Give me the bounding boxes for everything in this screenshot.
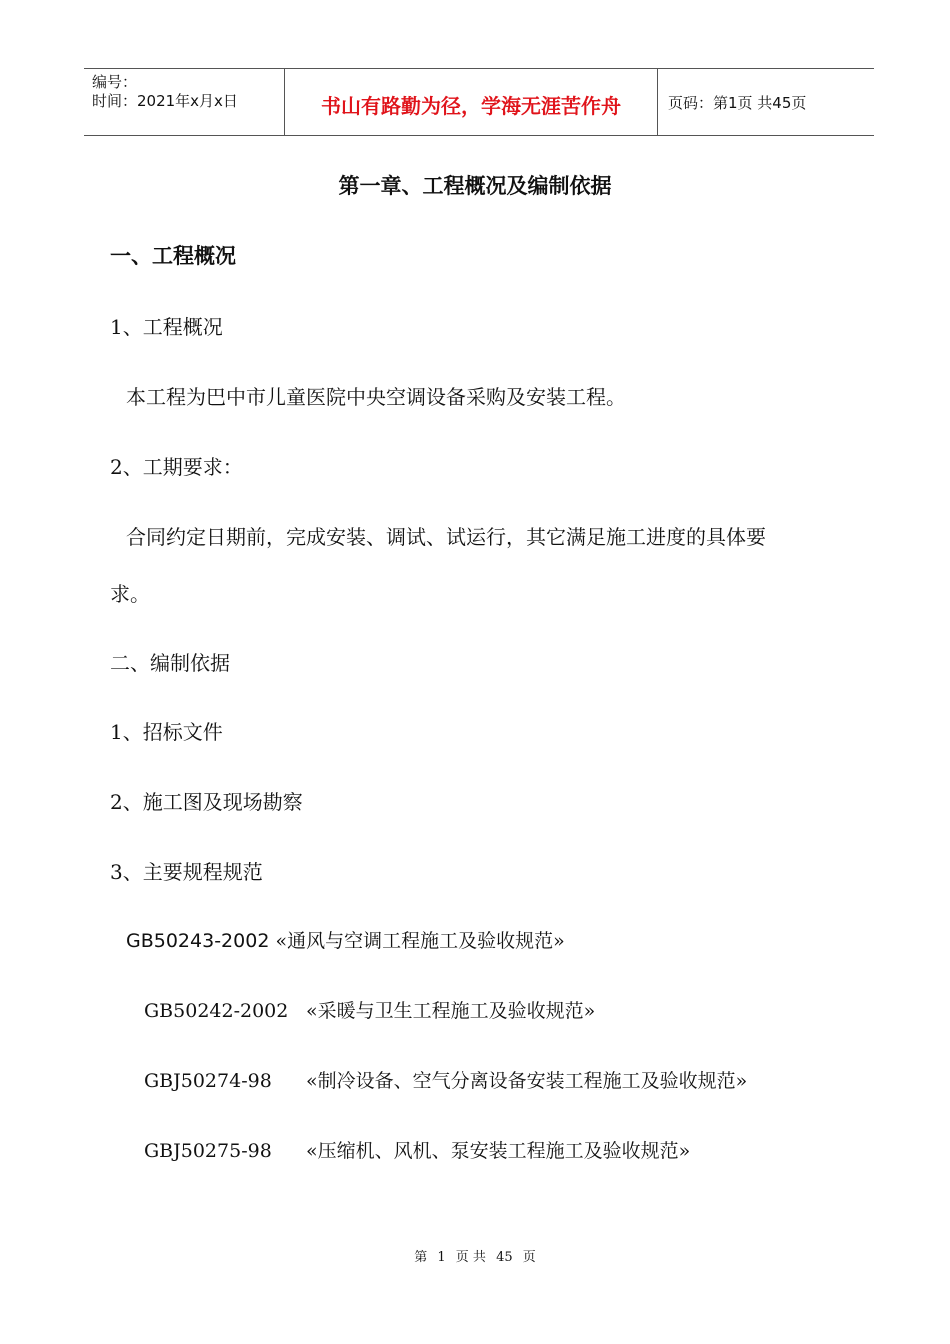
standard-row: [144, 1066, 747, 1093]
schedule-paragraph-line1: 合同约定日期前，完成安装、调试、试运行，其它满足施工进度的具体要: [126, 525, 766, 549]
schedule-paragraph-line2: 求。: [110, 582, 150, 606]
standard-row: [126, 926, 565, 953]
standard-title: «压缩机、风机、泵安装工程施工及验收规范»: [306, 1140, 691, 1162]
header-page-info: 页码：第1页 共45页: [668, 93, 807, 112]
footer-page-number: 1: [437, 1250, 446, 1265]
item-heading-overview: 1、工程概况: [110, 315, 223, 339]
chapter-title: 第一章、工程概况及编制依据: [338, 174, 612, 198]
header-page-cell: [658, 69, 874, 135]
page-header: [84, 68, 874, 136]
header-motto: 书山有路勤为径，学海无涯苦作舟: [321, 93, 621, 118]
standard-title: «采暖与卫生工程施工及验收规范»: [306, 1000, 596, 1022]
footer-mid: 页 共: [455, 1250, 486, 1265]
footer-total-pages: 45: [496, 1250, 513, 1265]
standard-title: «通风与空调工程施工及验收规范»: [275, 930, 565, 952]
footer-prefix: 第: [414, 1250, 428, 1265]
standard-row: [144, 1136, 690, 1163]
overview-paragraph: 本工程为巴中市儿童医院中央空调设备采购及安装工程。: [126, 385, 626, 409]
serial-label: 编号：: [92, 73, 138, 91]
standard-code: GBJ50274-98: [144, 1070, 272, 1092]
basis-item: 1、招标文件: [110, 720, 223, 744]
item-heading-schedule: 2、工期要求：: [110, 455, 243, 479]
header-meta-cell: [84, 69, 285, 135]
section-heading-basis: 二、编制依据: [110, 651, 230, 675]
standard-title: «制冷设备、空气分离设备安装工程施工及验收规范»: [306, 1070, 748, 1092]
time-label: 时间：2021年x月x日: [92, 92, 238, 110]
basis-item: 3、主要规程规范: [110, 860, 263, 884]
footer-suffix: 页: [522, 1250, 536, 1265]
standard-code: GB50243-2002: [126, 930, 270, 952]
section-heading-overview: 一、工程概况: [110, 244, 236, 268]
header-motto-cell: [285, 69, 658, 135]
standard-code: GB50242-2002: [144, 1000, 289, 1022]
page-footer: [0, 1246, 950, 1265]
standard-row: [144, 996, 595, 1023]
basis-item: 2、施工图及现场勘察: [110, 790, 303, 814]
standard-code: GBJ50275-98: [144, 1140, 272, 1162]
